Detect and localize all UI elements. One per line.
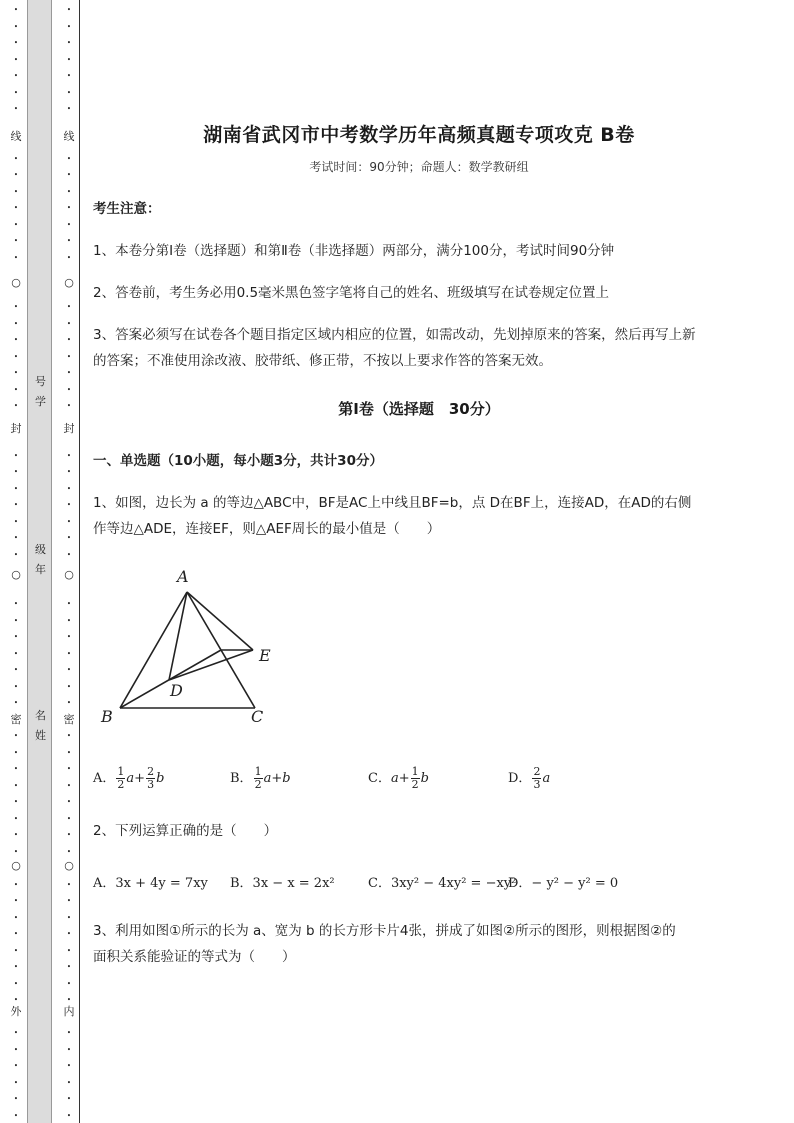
cut-dot: •	[66, 1045, 72, 1054]
option-letter: A．	[93, 771, 116, 786]
cut-dot: •	[13, 402, 19, 410]
cut-dot: •	[66, 534, 72, 542]
cut-dot: •	[66, 913, 72, 922]
q1-option-c[interactable]: C．a+ $\frac{1}{2}$ b	[368, 765, 429, 791]
cut-dot: •	[66, 88, 72, 97]
cut-dot: •	[13, 699, 19, 707]
cut-dot: •	[13, 913, 19, 922]
field-label-grade: 级	[35, 543, 46, 556]
option-b-tail: a+b	[263, 771, 291, 786]
cut-dot: •	[66, 385, 72, 394]
option-letter: D．	[508, 771, 532, 786]
cut-dot: •	[66, 979, 72, 988]
q2-stem: 2、下列运算正确的是（ ）	[93, 823, 278, 839]
cut-dot: •	[66, 996, 72, 1004]
cut-dot: •	[13, 633, 19, 641]
label-a: A	[177, 567, 189, 586]
outer-cut-marker: 线	[10, 130, 22, 143]
cut-dot: •	[66, 666, 72, 674]
cut-dot: •	[66, 105, 72, 113]
cut-dot: •	[66, 72, 72, 80]
inner-cut-marker: ○	[64, 568, 74, 581]
inner-cut-line	[63, 0, 75, 1123]
inner-cut-marker: 密	[63, 713, 75, 726]
label-e: E	[259, 646, 271, 665]
cut-dot: •	[66, 649, 72, 658]
cut-dot: •	[13, 1111, 19, 1120]
cut-dot: •	[13, 682, 19, 691]
outer-cut-marker: 密	[10, 713, 22, 726]
q1-stem-cont: 作等边△ADE，连接EF，则△AEF周长的最小值是（ ）	[93, 521, 441, 537]
cut-dot: •	[66, 451, 72, 460]
label-d: D	[170, 681, 183, 700]
outer-cut-marker: 封	[10, 422, 22, 435]
cut-dot: •	[13, 831, 19, 839]
cut-dot: •	[66, 831, 72, 839]
cut-dot: •	[66, 616, 72, 625]
cut-dot: •	[66, 880, 72, 889]
cut-dot: •	[13, 336, 19, 344]
cut-dot: •	[66, 847, 72, 856]
notice-item-3: 3、答案必须写在试卷各个题目指定区域内相应的位置，如需改动，先划掉原来的答案，然后再写上新	[93, 327, 696, 343]
notice-item-3-cont: 的答案；不准使用涂改液、胶带纸、修正带，不按以上要求作答的答案无效。	[93, 353, 552, 369]
cut-dot: •	[13, 1029, 19, 1037]
cut-dot: •	[66, 930, 72, 938]
cut-dot: •	[66, 352, 72, 361]
cut-dot: •	[66, 154, 72, 163]
cut-dot: •	[13, 649, 19, 658]
q3-stem: 3、利用如图①所示的长为 a、宽为 b 的长方形卡片4张，拼成了如图②所示的图形，则根据图②的	[93, 923, 676, 939]
cut-dot: •	[13, 451, 19, 460]
option-d-tail: a	[542, 771, 551, 786]
cut-dot: •	[13, 484, 19, 493]
cut-dot: •	[66, 55, 72, 64]
cut-dot: •	[66, 237, 72, 245]
cut-dot: •	[13, 1045, 19, 1054]
cut-dot: •	[13, 253, 19, 262]
cut-dot: •	[13, 22, 19, 31]
cut-dot: •	[13, 814, 19, 823]
inner-cut-marker: 线	[63, 130, 75, 143]
cut-dot: •	[66, 814, 72, 823]
notice-item-1: 1、本卷分第Ⅰ卷（选择题）和第Ⅱ卷（非选择题）两部分，满分100分，考试时间90分钟	[93, 243, 615, 259]
cut-dot: •	[66, 22, 72, 31]
inner-cut-marker: 封	[63, 422, 75, 435]
fraction-one-half: $\frac{1}{2}$	[411, 765, 419, 791]
cut-dot: •	[66, 798, 72, 806]
cut-dot: •	[66, 946, 72, 955]
fraction-two-thirds: $\frac{2}{3}$	[533, 765, 541, 791]
cut-dot: •	[13, 600, 19, 608]
outer-cut-marker: 外	[10, 1005, 22, 1018]
cut-dot: •	[13, 501, 19, 509]
option-letter: B．	[230, 771, 253, 786]
cut-dot: •	[66, 501, 72, 509]
cut-dot: •	[66, 402, 72, 410]
cut-dot: •	[13, 534, 19, 542]
cut-dot: •	[66, 336, 72, 344]
cut-dot: •	[66, 517, 72, 526]
cut-dot: •	[66, 220, 72, 229]
segment-ad	[169, 592, 187, 680]
cut-dot: •	[13, 1078, 19, 1087]
cut-dot: •	[13, 88, 19, 97]
cut-dot: •	[13, 171, 19, 179]
notice-heading: 考生注意：	[93, 201, 161, 217]
student-info-strip	[27, 0, 52, 1123]
segment-ae	[187, 592, 253, 650]
notice-item-2: 2、答卷前，考生务必用0.5毫米黑色签字笔将自己的姓名、班级填写在试卷规定位置上	[93, 285, 610, 301]
cut-dot: •	[13, 39, 19, 47]
margin-rule	[79, 0, 80, 1123]
cut-dot: •	[13, 105, 19, 113]
cut-dot: •	[13, 1062, 19, 1070]
part-heading: 一、单选题（10小题，每小题3分，共计30分）	[93, 453, 383, 469]
exam-subtitle: 考试时间：90分钟；命题人：数学教研组	[309, 160, 529, 174]
outer-cut-marker: ○	[11, 568, 21, 581]
cut-dot: •	[13, 847, 19, 856]
option-letter: C．	[368, 771, 391, 786]
cut-dot: •	[13, 220, 19, 229]
segment-de	[169, 650, 253, 680]
outer-cut-marker: ○	[11, 276, 21, 289]
cut-dot: •	[13, 781, 19, 790]
q2-option-c[interactable]: C．3xy² − 4xy² = −xy²	[368, 876, 517, 891]
section-title: 第Ⅰ卷（选择题 30分）	[338, 400, 500, 418]
cut-dot: •	[66, 781, 72, 790]
cut-dot: •	[66, 1078, 72, 1087]
cut-dot: •	[66, 1062, 72, 1070]
q3-stem-cont: 面积关系能验证的等式为（ ）	[93, 949, 296, 965]
cut-dot: •	[13, 880, 19, 889]
field-label-student: 学	[35, 395, 46, 408]
cut-dot: •	[13, 979, 19, 988]
outer-cut-line	[10, 0, 22, 1123]
cut-dot: •	[66, 699, 72, 707]
cut-dot: •	[13, 385, 19, 394]
fraction-one-half: $\frac{1}{2}$	[254, 765, 262, 791]
inner-cut-marker: ○	[64, 276, 74, 289]
cut-dot: •	[13, 237, 19, 245]
cut-dot: •	[66, 6, 72, 14]
cut-dot: •	[66, 748, 72, 757]
q2-option-b[interactable]: B．3x − x = 2x²	[230, 876, 335, 891]
cut-dot: •	[66, 39, 72, 47]
cut-dot: •	[13, 303, 19, 311]
cut-dot: •	[13, 897, 19, 905]
q1-stem: 1、如图，边长为 a 的等边△ABC中，BF是AC上中线且BF=b，点 D在BF上，连接AD，在AD的右侧	[93, 495, 692, 511]
field-label-surname: 姓	[35, 729, 46, 742]
cut-dot: •	[13, 6, 19, 14]
cut-dot: •	[13, 732, 19, 740]
cut-dot: •	[66, 1029, 72, 1037]
cut-dot: •	[13, 55, 19, 64]
label-c: C	[251, 707, 264, 726]
cut-dot: •	[13, 468, 19, 476]
field-label-name: 名	[35, 709, 46, 722]
cut-dot: •	[13, 517, 19, 526]
cut-dot: •	[13, 550, 19, 559]
outer-cut-marker: ○	[11, 859, 21, 872]
label-b: B	[101, 707, 113, 726]
cut-dot: •	[13, 319, 19, 328]
cut-dot: •	[13, 765, 19, 773]
cut-dot: •	[66, 600, 72, 608]
q2-option-a[interactable]: A．3x + 4y = 7xy	[93, 876, 208, 891]
cut-dot: •	[66, 550, 72, 559]
cut-dot: •	[66, 187, 72, 196]
cut-dot: •	[66, 1095, 72, 1103]
cut-dot: •	[66, 963, 72, 971]
exam-title: 湖南省武冈市中考数学历年高频真题专项攻克 B卷	[203, 124, 635, 146]
cut-dot: •	[66, 204, 72, 212]
cut-dot: •	[66, 897, 72, 905]
cut-dot: •	[66, 765, 72, 773]
cut-dot: •	[13, 154, 19, 163]
cut-dot: •	[66, 319, 72, 328]
cut-dot: •	[66, 732, 72, 740]
cut-dot: •	[13, 996, 19, 1004]
cut-dot: •	[13, 369, 19, 377]
cut-dot: •	[13, 963, 19, 971]
cut-dot: •	[13, 666, 19, 674]
cut-dot: •	[66, 633, 72, 641]
cut-dot: •	[66, 484, 72, 493]
cut-dot: •	[13, 352, 19, 361]
inner-cut-marker: 内	[63, 1005, 75, 1018]
option-c-head: a+	[390, 771, 410, 786]
cut-dot: •	[66, 303, 72, 311]
fraction-one-half: $\frac{1}{2}$	[117, 765, 125, 791]
cut-dot: •	[13, 72, 19, 80]
cut-dot: •	[66, 468, 72, 476]
cut-dot: •	[66, 171, 72, 179]
inner-cut-marker: ○	[64, 859, 74, 872]
cut-dot: •	[13, 1095, 19, 1103]
q1-option-d[interactable]	[508, 766, 550, 791]
field-label-number: 号	[35, 375, 46, 388]
cut-dot: •	[13, 930, 19, 938]
cut-dot: •	[13, 187, 19, 196]
q1-option-a[interactable]: A． $\frac{1}{2}$ a+ $\frac{2}{3}$ b	[93, 765, 165, 791]
q2-option-d[interactable]: D．− y² − y² = 0	[508, 876, 619, 891]
q1-option-b[interactable]	[230, 766, 291, 791]
cut-dot: •	[13, 798, 19, 806]
cut-dot: •	[13, 616, 19, 625]
cut-dot: •	[13, 748, 19, 757]
cut-dot: •	[66, 1111, 72, 1120]
cut-dot: •	[66, 253, 72, 262]
cut-dot: •	[13, 946, 19, 955]
cut-dot: •	[66, 369, 72, 377]
field-label-year: 年	[35, 563, 46, 576]
triangle-figure	[95, 562, 295, 732]
cut-dot: •	[13, 204, 19, 212]
cut-dot: •	[66, 682, 72, 691]
fraction-two-thirds: $\frac{2}{3}$	[147, 765, 155, 791]
